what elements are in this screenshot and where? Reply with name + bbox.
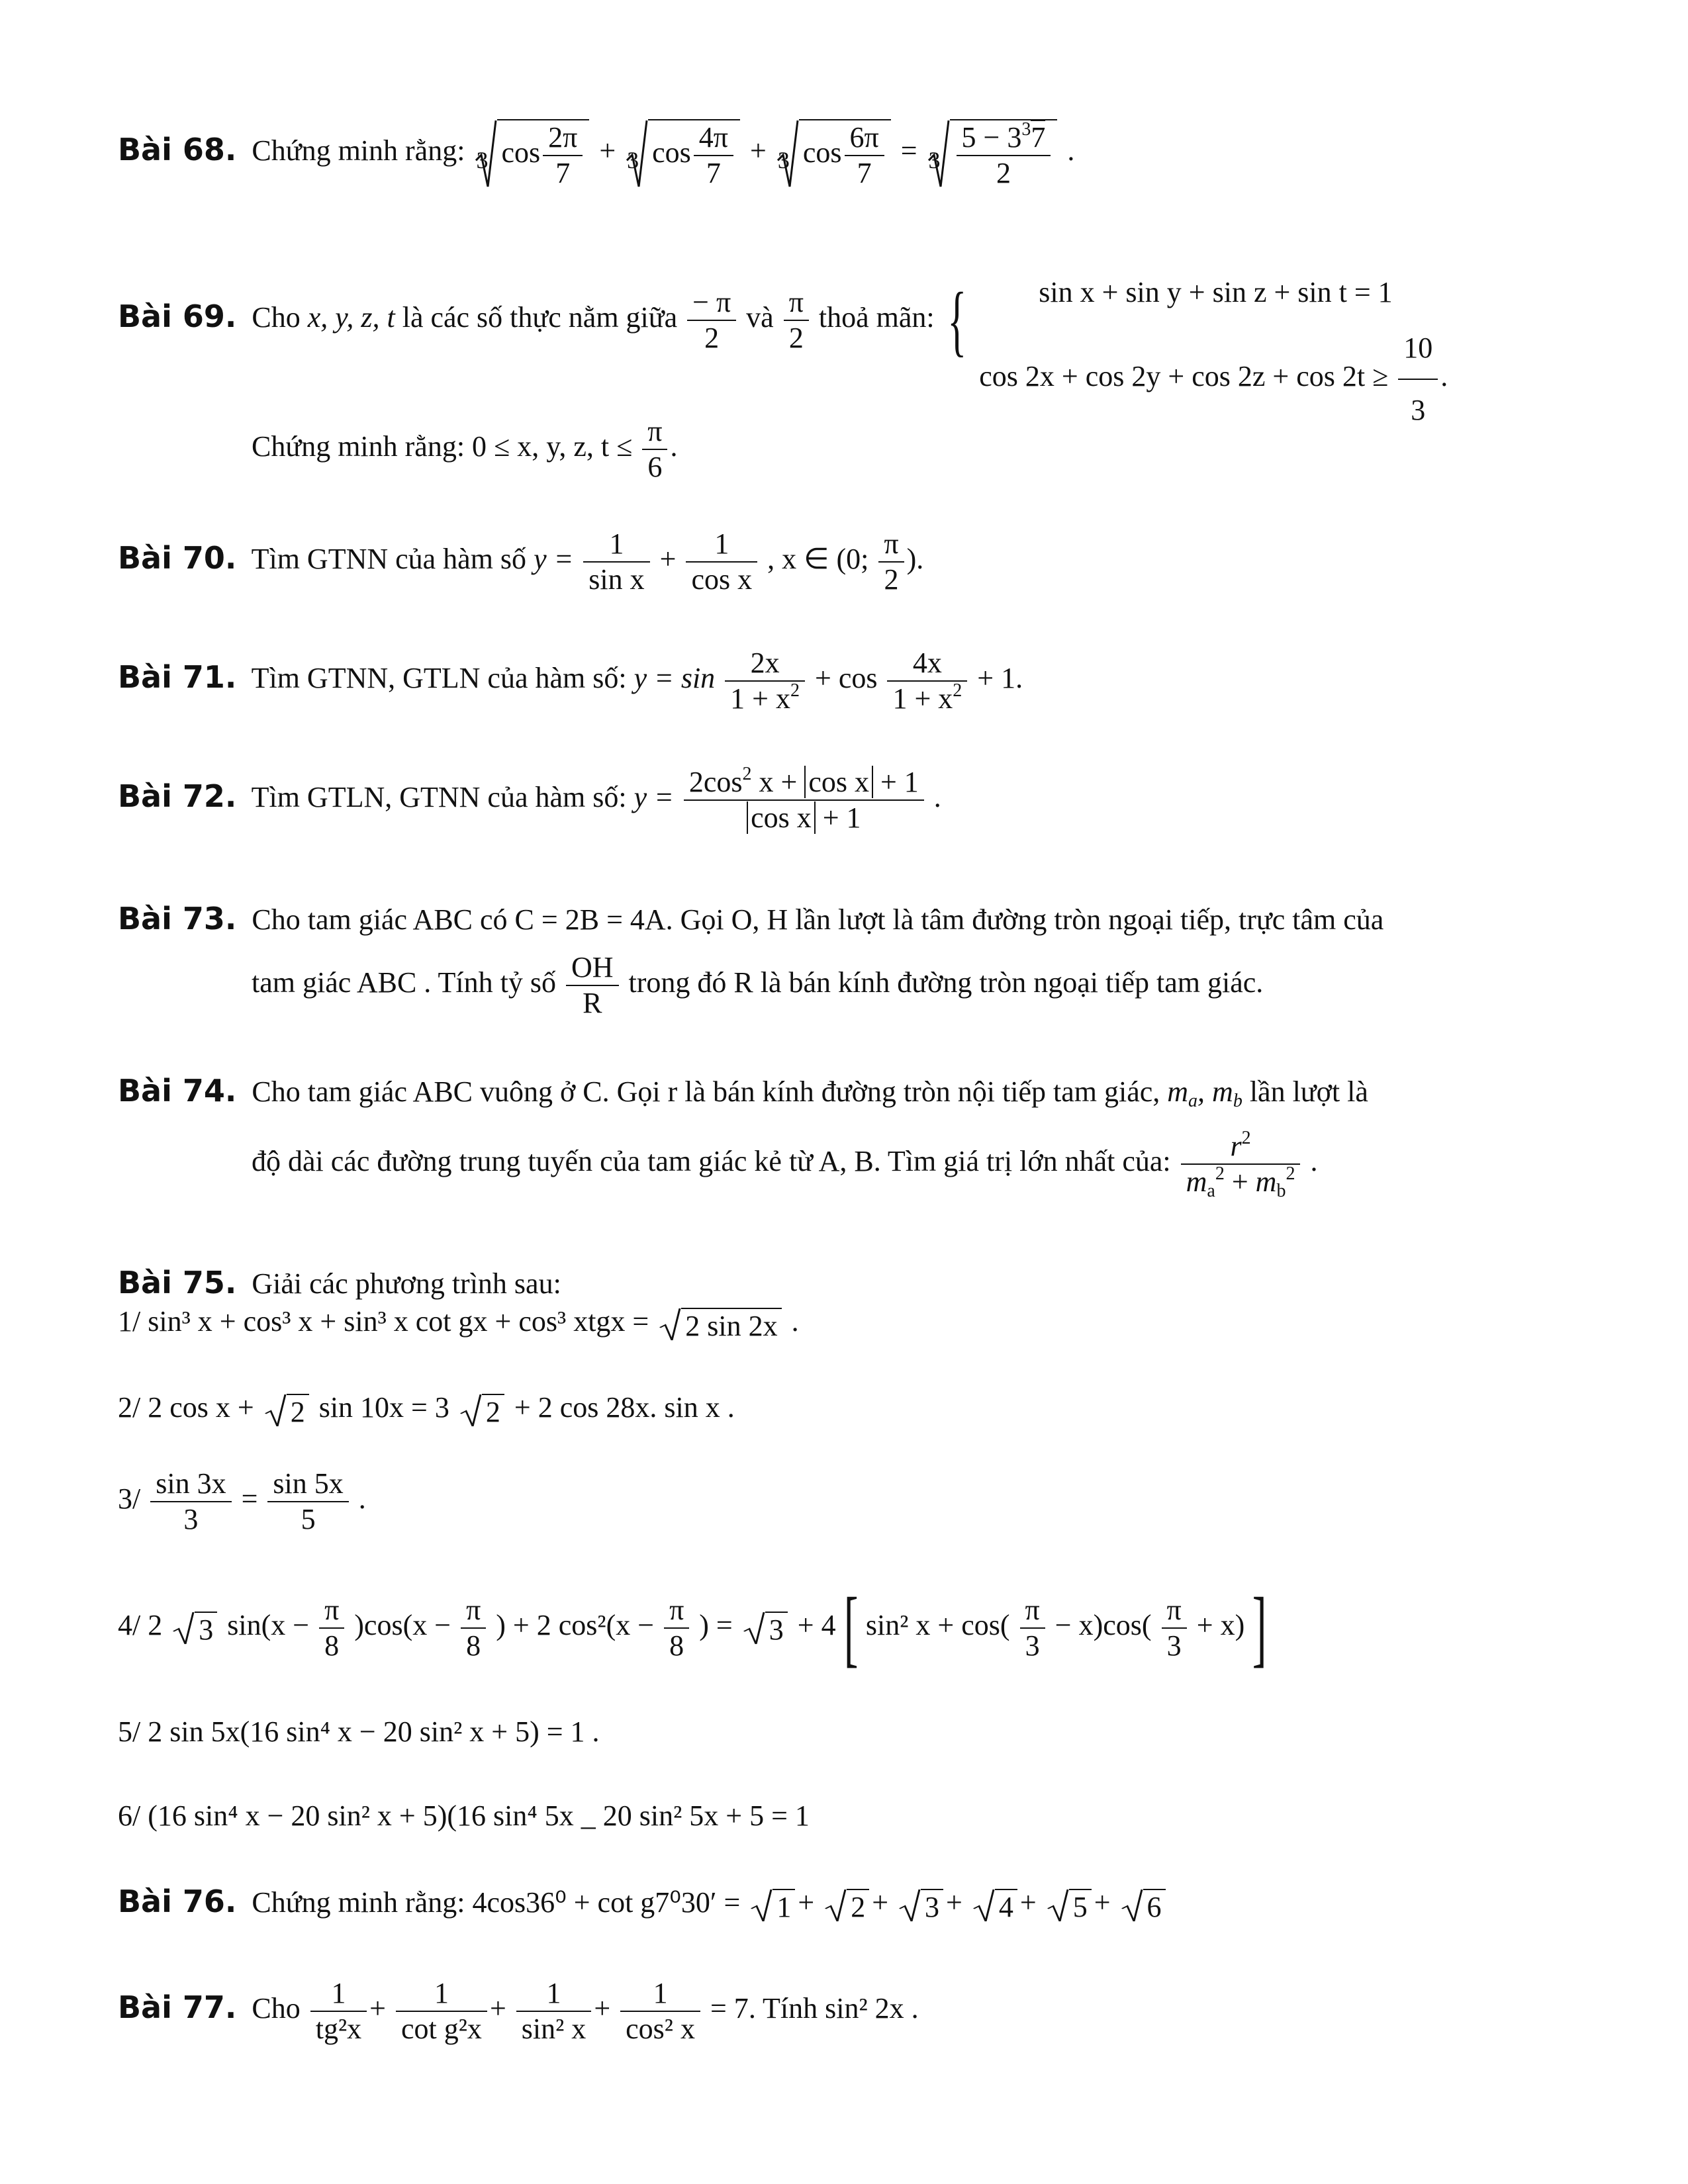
problem-72-label: Bài 72.: [118, 778, 237, 815]
problem-73-label: Bài 73.: [118, 901, 237, 936]
problem-70: Bài 70. Tìm GTNN của hàm số y = $\frac{1}{\text{sin x}}$ + $\frac{1}{\text{cos x}}$ , x ∈ (0; $\frac{\pi}{2}$ ).: [118, 527, 924, 596]
left-bracket: [: [843, 1580, 859, 1676]
system-brace: {: [947, 276, 966, 364]
problem-68-label: Bài 68.: [118, 132, 237, 168]
problem-74-line2: độ dài các đường trung tuyến của tam giác kẻ từ A, B. Tìm giá trị lớn nhất của: $\frac{r^2}{m_a^2 + m_b^2}$ .: [252, 1128, 1318, 1201]
right-bracket: ]: [1252, 1580, 1267, 1676]
problem-75: Bài 75. Giải các phương trình sau:: [118, 1265, 561, 1300]
problem-69-line2: Chứng minh rằng: 0 ≤ x, y, z, t ≤ $\frac{\pi}{6}$ .: [252, 415, 678, 483]
problem-73: Bài 73. Cho tam giác ABC có C = 2B = 4A. Gọi O, H lần lượt là tâm đường tròn ngoại tiếp, trực tâm của: [118, 901, 1384, 936]
problem-68: Bài 68. Chứng minh rằng: 3 cos $\frac{2\pi}{7}$ + 3 cos $\frac{4\pi}{7}$ + 3 cos $\frac{6\pi}{7}$ = 3 $\frac{5 - 3^37}{2}$ .: [118, 119, 1075, 189]
eq-75-4: 4/ 2 3 sin(x − $\frac{\pi}{8}$ )cos(x − $\frac{\pi}{8}$ ) + 2 cos²(x − $\frac{\pi}{8}$ ) = 3 + 4 [ sin² x + cos( $\frac{\pi}{3}$ − x)cos( $\frac{\pi}{3}$ + x) ]: [118, 1580, 1267, 1676]
eq-75-2: 2/ 2 cos x + 2 sin 10x = 3 2 + 2 cos 28x. sin x .: [118, 1391, 735, 1428]
problem-69-label: Bài 69.: [118, 298, 237, 335]
cube-root-2: 3 cos $\frac{4\pi}{7}$: [626, 119, 740, 188]
problem-77: Bài 77. Cho $\frac{1}{\text{tg²x}}$ + $\frac{1}{\text{cot g²x}}$ + $\frac{1}{\text{sin² x}}$ + $\frac{1}{\text{cos² x}}$ = 7. Tính sin² 2x .: [118, 1977, 919, 2045]
problem-70-label: Bài 70.: [118, 540, 237, 576]
problem-77-label: Bài 77.: [118, 1989, 237, 2026]
problem-71-label: Bài 71.: [118, 659, 237, 696]
eq-75-6: 6/ (16 sin⁴ x − 20 sin² x + 5)(16 sin⁴ 5x _ 20 sin² 5x + 5 = 1: [118, 1799, 810, 1832]
problem-76-label: Bài 76.: [118, 1884, 237, 1919]
problem-73-line2: tam giác ABC . Tính tỷ số $\frac{OH}{R}$ trong đó R là bán kính đường tròn ngoại tiếp tam giác.: [252, 951, 1264, 1019]
eq-75-5: 5/ 2 sin 5x(16 sin⁴ x − 20 sin² x + 5) = 1 .: [118, 1715, 600, 1748]
cube-root-3: 3 cos $\frac{6\pi}{7}$: [776, 119, 891, 188]
problem-71: Bài 71. Tìm GTNN, GTLN của hàm số: y = sin $\frac{2x}{1 + x^2}$ + cos $\frac{4x}{1 + x^2}$ + 1.: [118, 647, 1023, 715]
equation-system: sin x + sin y + sin z + sin t = 1 cos 2x + cos 2y + cos 2z + cos 2t ≥ $\frac{10}{3}$ .: [979, 276, 1448, 426]
problem-76: Bài 76. Chứng minh rằng: 4cos36⁰ + cot g7⁰30′ = 1 + 2 + 3 + 4 + 5 + 6: [118, 1886, 1168, 1922]
cube-root-1: 3 cos $\frac{2\pi}{7}$: [475, 119, 589, 188]
eq-75-1: 1/ sin³ x + cos³ x + sin³ x cot gx + cos³ xtgx = 2 sin 2x .: [118, 1305, 799, 1342]
problem-69: Bài 69. Cho x, y, z, t là các số thực nằm giữa $\frac{- \pi}{2}$ và $\frac{\pi}{2}$ thoả mãn: { sin x + sin y + sin z + sin t = 1 cos 2x + cos 2y + cos 2z + cos 2t ≥ $\frac{10}{3}$ .: [118, 265, 1448, 376]
problem-74-label: Bài 74.: [118, 1073, 237, 1109]
eq-75-3: 3/ $\frac{\sin 3x}{3}$ = $\frac{\sin 5x}{5}$ .: [118, 1467, 366, 1535]
problem-74: Bài 74. Cho tam giác ABC vuông ở C. Gọi r là bán kính đường tròn nội tiếp tam giác, $m_a$, $m_b$ lần lượt là: [118, 1073, 1368, 1111]
cube-root-rhs: 3 $\frac{5 - 3^37}{2}$: [927, 119, 1058, 188]
problem-72: Bài 72. Tìm GTLN, GTNN của hàm số: y = $\frac{2\cos^2 x + \cos x + 1}{\text{cos x + 1}}$ .: [118, 764, 941, 834]
problem-75-label: Bài 75.: [118, 1265, 237, 1300]
